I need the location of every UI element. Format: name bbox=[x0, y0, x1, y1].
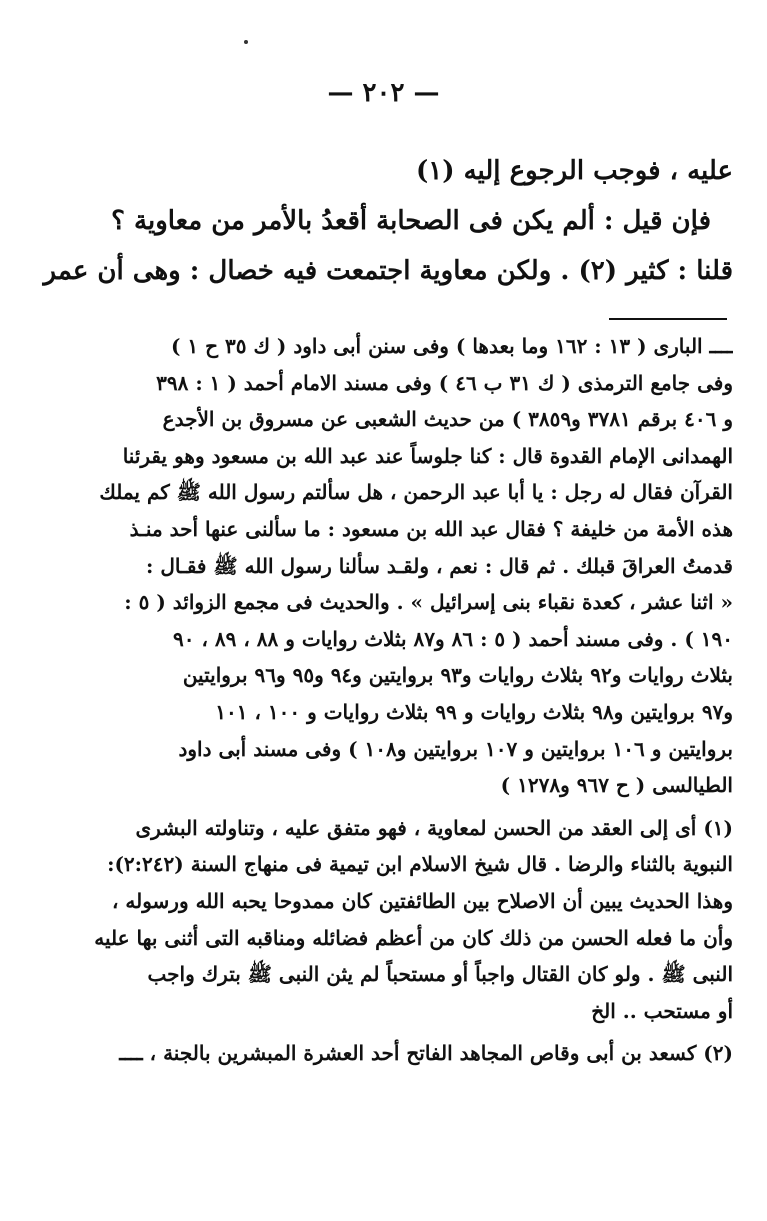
footnote-line: قدمتُ العراقَ قبلك . ثم قال : نعم ، ولقـد سألنا رسول الله ﷺ فقـال : bbox=[145, 553, 733, 578]
footnote-line: و ٤٠٦ برقم ٣٧٨١ و٣٨٥٩ ) من حديث الشعبى عن مسروق بن الأجدع bbox=[162, 407, 733, 432]
footnote-line: و٩٧ بروايتين و٩٨ بثلاث روايات و ٩٩ بثلاث روايات و ١٠٠ ، ١٠١ bbox=[215, 699, 733, 724]
footnote-line: أو مستحب .. الخ bbox=[591, 998, 733, 1023]
main-text-line: قلنا : كثير (٢) . ولكن معاوية اجتمعت فيه خصال : وهى أن عمر bbox=[43, 256, 733, 286]
footnotes bbox=[33, 328, 733, 1072]
footnote-line: وأن ما فعله الحسن من ذلك كان من أعظم فضائله ومناقبه التى أثنى بها عليه bbox=[94, 925, 733, 950]
footnote-line: الطيالسى ( ح ٩٦٧ و١٢٧٨ ) bbox=[500, 773, 733, 798]
footnote-1 bbox=[33, 810, 733, 1030]
footnote-line: بروايتين و ١٠٦ بروايتين و ١٠٧ بروايتين و١٠٨ ) وفى مسند أبى داود bbox=[178, 736, 733, 761]
footnote-continued bbox=[33, 328, 733, 804]
footnote-line: بثلاث روايات و٩٢ بثلاث روايات و٩٣ بروايتين و٩٤ و٩٥ و٩٦ بروايتين bbox=[182, 663, 733, 688]
footnote-line: ١٩٠ ) . وفى مسند أحمد ( ٥ : ٨٦ و٨٧ بثلاث روايات و ٨٨ ، ٨٩ ، ٩٠ bbox=[173, 626, 733, 651]
footnote-line: القرآن فقال له رجل : يا أبا عبد الرحمن ، هل سألتم رسول الله ﷺ كم يملك bbox=[99, 480, 733, 505]
footnote-line: ــــ البارى ( ١٣ : ١٦٢ وما بعدها ) وفى سنن أبى داود ( ك ٣٥ ح ١ ) bbox=[170, 334, 733, 358]
footnote-separator bbox=[609, 318, 727, 320]
main-text bbox=[43, 146, 733, 296]
page-number: — ٢٠٢ — bbox=[327, 78, 440, 108]
footnote-2 bbox=[33, 1035, 733, 1072]
footnote-line: النبوية بالثناء والرضا . قال شيخ الاسلام ابن تيمية فى منهاج السنة (٢:٢٤٢): bbox=[107, 852, 733, 877]
footnote-line: هذه الأمة من خليفة ؟ فقال عبد الله بن مسعود : ما سألنى عنها أحد منـذ bbox=[129, 516, 733, 541]
print-speck bbox=[244, 40, 248, 44]
footnote-line: وفى جامع الترمذى ( ك ٣١ ب ٤٦ ) وفى مسند الامام أحمد ( ١ : ٣٩٨ bbox=[156, 370, 733, 395]
footnote-line: (٢) كسعد بن أبى وقاص المجاهد الفاتح أحد العشرة المبشرين بالجنة ، ــــ bbox=[119, 1041, 733, 1066]
footnote-line: (١) أى إلى العقد من الحسن لمعاوية ، فهو متفق عليه ، وتناولته البشرى bbox=[135, 815, 733, 840]
footnote-line: النبى ﷺ . ولو كان القتال واجباً أو مستحباً لم يثن النبى ﷺ بترك واجب bbox=[147, 962, 733, 987]
main-text-line: فإن قيل : ألم يكن فى الصحابة أقعدُ بالأمر من معاوية ؟ bbox=[111, 206, 711, 236]
footnote-line: « اثنا عشر ، كعدة نقباء بنى إسرائيل » . والحديث فى مجمع الزوائد ( ٥ : bbox=[124, 590, 733, 615]
main-text-line: عليه ، فوجب الرجوع إليه (١) bbox=[415, 156, 733, 186]
footnote-line: وهذا الحديث يبين أن الاصلاح بين الطائفتين كان ممدوحا يحبه الله ورسوله ، bbox=[111, 888, 733, 913]
footnote-line: الهمدانى الإمام القدوة قال : كنا جلوساً عند عبد الله بن مسعود وهو يقرئنا bbox=[122, 443, 733, 468]
